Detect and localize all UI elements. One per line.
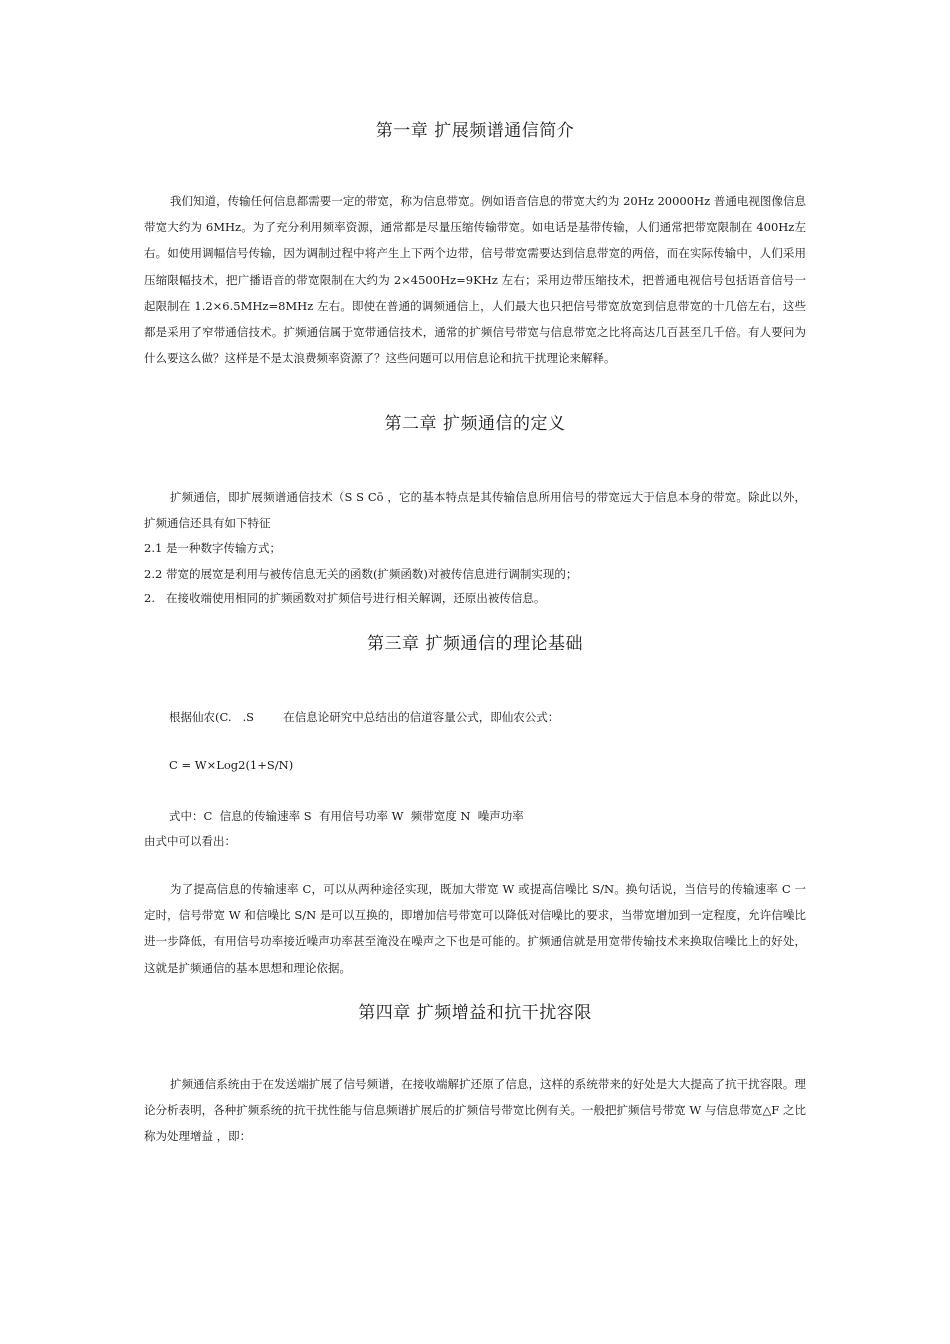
formula-variables: 式中：C 信息的传输速率 S 有用信号功率 W 频带宽度 N 噪声功率: [169, 809, 524, 823]
chapter-4-paragraph: 扩频通信系统由于在发送端扩展了信号频谱，在接收端解扩还原了信息，这样的系统带来的好处是大大提高了抗干扰容限。理论分析表明，各种扩频系统的抗干扰性能与信息频谱扩展后的扩频信号带宽比例有关。一般把扩频信号带宽 W 与信息带宽△F 之比称为处理增益 ，即：: [144, 1077, 806, 1144]
chapter-1-title: 第一章 扩展频谱通信简介: [375, 121, 575, 141]
list-item-2-1: 2.1 是一种数字传输方式；: [144, 541, 281, 555]
chapter-4-title: 第四章 扩频增益和抗干扰容限: [358, 1003, 592, 1023]
chapter-3-title: 第三章 扩频通信的理论基础: [367, 634, 583, 654]
chapter-1-paragraph: 我们知道，传输任何信息都需要一定的带宽，称为信息带宽。例如语音信息的带宽大约为 20Hz 20000Hz 普通电视图像信息带宽大约为 6MHz。为了充分利用频率资源，通常都是尽量压缩传输带宽。如电话是基带传输，人们通常把带宽限制在 400Hz左右。如使用调幅信号传输，因为调制过程中将产生上下两个边带，信号带宽需要达到信息带宽的两倍，而在实际传输中，人们采用压缩限幅技术，把广播语音的带宽限制在大约为 2×4500Hz=9KHz 左右；采用边带压缩技术，把普通电视信号包括语音信号一起限制在 1.2×6.5MHz=8MHz 左右。即使在普通的调频通信上，人们最大也只把信号带宽放宽到信息带宽的十几倍左右，这些都是采用了窄带通信技术。扩频通信属于宽带通信技术，通常的扩频信号带宽与信息带宽之比将高达几百甚至几千倍。有人要问为什么要这么做？这样是不是太浪费频率资源了？这些问题可以用信息论和抗干扰理论来解释。: [144, 194, 806, 366]
chapter-2-paragraph: 扩频通信，即扩展频谱通信技术（S S Cō ，它的基本特点是其传输信息所用信号的带宽远大于信息本身的带宽。除此以外，扩频通信还具有如下特征: [144, 490, 806, 531]
list-item-2-3: 2. 在接收端使用相同的扩频函数对扩频信号进行相关解调，还原出被传信息。: [144, 591, 546, 605]
shannon-intro: 根据仙农(C. .S 在信息论研究中总结出的信道容量公式，即仙农公式：: [169, 710, 560, 724]
list-item-2-2: 2.2 带宽的展宽是利用与被传信息无关的函数(扩频函数)对被传信息进行调制实现的；: [144, 567, 578, 581]
chapter-3-paragraph: 为了提高信息的传输速率 C，可以从两种途径实现，既加大带宽 W 或提高信噪比 S/N。换句话说，当信号的传输速率 C 一定时，信号带宽 W 和信噪比 S/N 是可以互换的，即增加信号带宽可以降低对信噪比的要求，当带宽增加到一定程度，允许信噪比进一步降低，有用信号功率接近噪声功率甚至淹没在噪声之下也是可能的。扩频通信就是用宽带传输技术来换取信噪比上的好处，这就是扩频通信的基本思想和理论依据。: [144, 882, 806, 975]
chapter-2-title: 第二章 扩频通信的定义: [384, 414, 566, 434]
shannon-formula: C = W×Log2(1+S/N): [169, 758, 294, 772]
formula-note: 由式中可以看出：: [144, 834, 236, 848]
